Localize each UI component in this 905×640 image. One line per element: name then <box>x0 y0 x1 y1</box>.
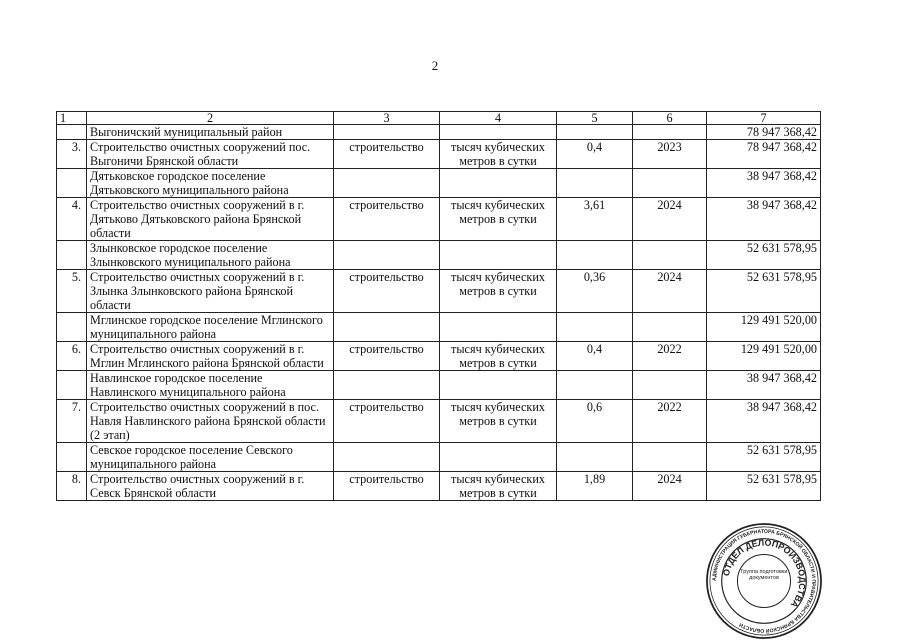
work-type-cell <box>334 125 440 140</box>
project-row <box>57 342 821 371</box>
funding-amount-cell: 52 631 578,95 <box>707 472 821 501</box>
capacity-value-cell <box>557 125 633 140</box>
row-number-cell: 5. <box>57 270 87 313</box>
header-cell-1: 1 <box>57 112 87 125</box>
capacity-value-cell: 0,36 <box>557 270 633 313</box>
funding-amount-cell: 78 947 368,42 <box>707 125 821 140</box>
capacity-value-cell <box>557 241 633 270</box>
funding-amount-cell: 38 947 368,42 <box>707 169 821 198</box>
capacity-unit-cell <box>440 443 557 472</box>
object-name-cell: Строительство очистных сооружений в г. Мглин Мглинского района Брянской области <box>87 342 334 371</box>
commissioning-year-cell <box>633 125 707 140</box>
commissioning-year-cell: 2024 <box>633 472 707 501</box>
capacity-value-cell <box>557 313 633 342</box>
funding-amount-cell: 38 947 368,42 <box>707 198 821 241</box>
work-type-cell <box>334 371 440 400</box>
commissioning-year-cell: 2023 <box>633 140 707 169</box>
commissioning-year-cell: 2022 <box>633 342 707 371</box>
row-number-cell <box>57 313 87 342</box>
capacity-unit-cell: тысяч кубических метров в сутки <box>440 400 557 443</box>
row-number-cell <box>57 169 87 198</box>
funding-amount-cell: 52 631 578,95 <box>707 241 821 270</box>
funding-amount-cell: 38 947 368,42 <box>707 371 821 400</box>
municipality-row <box>57 371 821 400</box>
row-number-cell <box>57 241 87 270</box>
object-name-cell: Строительство очистных сооружений в г. Злынка Злынковского района Брянской области <box>87 270 334 313</box>
object-name-cell: Злынковское городское поселение Злынковского муниципального района <box>87 241 334 270</box>
funding-amount-cell: 52 631 578,95 <box>707 443 821 472</box>
funding-amount-cell: 129 491 520,00 <box>707 342 821 371</box>
municipality-row <box>57 241 821 270</box>
stamp-ring-text: АДМИНИСТРАЦИЯ ГУБЕРНАТОРА БРЯНСКОЙ ОБЛАСТИ И ПРАВИТЕЛЬСТВА БРЯНСКОЙ ОБЛАСТИ <box>711 528 817 634</box>
row-number-cell: 4. <box>57 198 87 241</box>
municipality-row <box>57 443 821 472</box>
header-cell-7: 7 <box>707 112 821 125</box>
work-type-cell: строительство <box>334 400 440 443</box>
stamp-department: ОТДЕЛ ДЕЛОПРОИЗВОДСТВА <box>720 537 808 610</box>
capacity-unit-cell: тысяч кубических метров в сутки <box>440 472 557 501</box>
commissioning-year-cell <box>633 313 707 342</box>
project-row <box>57 270 821 313</box>
project-row <box>57 400 821 443</box>
row-number-cell: 6. <box>57 342 87 371</box>
row-number-cell <box>57 443 87 472</box>
commissioning-year-cell <box>633 241 707 270</box>
funding-amount-cell: 78 947 368,42 <box>707 140 821 169</box>
project-row <box>57 140 821 169</box>
capacity-unit-cell: тысяч кубических метров в сутки <box>440 342 557 371</box>
object-name-cell: Строительство очистных сооружений в пос. Навля Навлинского района Брянской области (2 этап) <box>87 400 334 443</box>
row-number-cell: 7. <box>57 400 87 443</box>
capacity-value-cell: 0,4 <box>557 342 633 371</box>
capacity-value-cell: 3,61 <box>557 198 633 241</box>
object-name-cell: Строительство очистных сооружений в г. Дятьково Дятьковского района Брянской области <box>87 198 334 241</box>
commissioning-year-cell: 2022 <box>633 400 707 443</box>
work-type-cell <box>334 313 440 342</box>
header-cell-5: 5 <box>557 112 633 125</box>
project-row <box>57 472 821 501</box>
commissioning-year-cell: 2024 <box>633 270 707 313</box>
commissioning-year-cell: 2024 <box>633 198 707 241</box>
work-type-cell <box>334 443 440 472</box>
header-cell-4: 4 <box>440 112 557 125</box>
header-row <box>57 112 821 125</box>
object-name-cell: Выгоничский муниципальный район <box>87 125 334 140</box>
capacity-value-cell <box>557 371 633 400</box>
municipality-row <box>57 313 821 342</box>
work-type-cell: строительство <box>334 198 440 241</box>
capacity-unit-cell <box>440 371 557 400</box>
header-cell-3: 3 <box>334 112 440 125</box>
capacity-value-cell: 0,4 <box>557 140 633 169</box>
work-type-cell: строительство <box>334 472 440 501</box>
object-name-cell: Строительство очистных сооружений в г. Севск Брянской области <box>87 472 334 501</box>
capacity-value-cell <box>557 169 633 198</box>
municipality-row <box>57 169 821 198</box>
commissioning-year-cell <box>633 169 707 198</box>
municipality-row <box>57 125 821 140</box>
work-type-cell: строительство <box>334 140 440 169</box>
capacity-value-cell: 0,6 <box>557 400 633 443</box>
capacity-unit-cell <box>440 169 557 198</box>
project-row <box>57 198 821 241</box>
object-name-cell: Севское городское поселение Севского муниципального района <box>87 443 334 472</box>
page-number: 2 <box>431 58 439 73</box>
capacity-unit-cell: тысяч кубических метров в сутки <box>440 198 557 241</box>
capacity-unit-cell: тысяч кубических метров в сутки <box>440 270 557 313</box>
commissioning-year-cell <box>633 371 707 400</box>
funding-amount-cell: 52 631 578,95 <box>707 270 821 313</box>
object-name-cell: Дятьковское городское поселение Дятьковского муниципального района <box>87 169 334 198</box>
capacity-unit-cell <box>440 125 557 140</box>
row-number-cell: 3. <box>57 140 87 169</box>
department-stamp <box>705 522 823 640</box>
object-name-cell: Строительство очистных сооружений пос. Выгоничи Брянской области <box>87 140 334 169</box>
work-type-cell: строительство <box>334 342 440 371</box>
commissioning-year-cell <box>633 443 707 472</box>
header-cell-6: 6 <box>633 112 707 125</box>
object-name-cell: Навлинское городское поселение Навлинского муниципального района <box>87 371 334 400</box>
work-type-cell <box>334 169 440 198</box>
header-cell-2: 2 <box>87 112 334 125</box>
capacity-value-cell <box>557 443 633 472</box>
capacity-value-cell: 1,89 <box>557 472 633 501</box>
capacity-unit-cell <box>440 241 557 270</box>
row-number-cell: 8. <box>57 472 87 501</box>
capacity-unit-cell: тысяч кубических метров в сутки <box>440 140 557 169</box>
object-name-cell: Мглинское городское поселение Мглинского муниципального района <box>87 313 334 342</box>
investment-table <box>56 111 821 501</box>
row-number-cell <box>57 371 87 400</box>
work-type-cell <box>334 241 440 270</box>
funding-amount-cell: 38 947 368,42 <box>707 400 821 443</box>
stamp-group: Группа подготовки документов <box>740 569 788 582</box>
capacity-unit-cell <box>440 313 557 342</box>
row-number-cell <box>57 125 87 140</box>
funding-amount-cell: 129 491 520,00 <box>707 313 821 342</box>
work-type-cell: строительство <box>334 270 440 313</box>
